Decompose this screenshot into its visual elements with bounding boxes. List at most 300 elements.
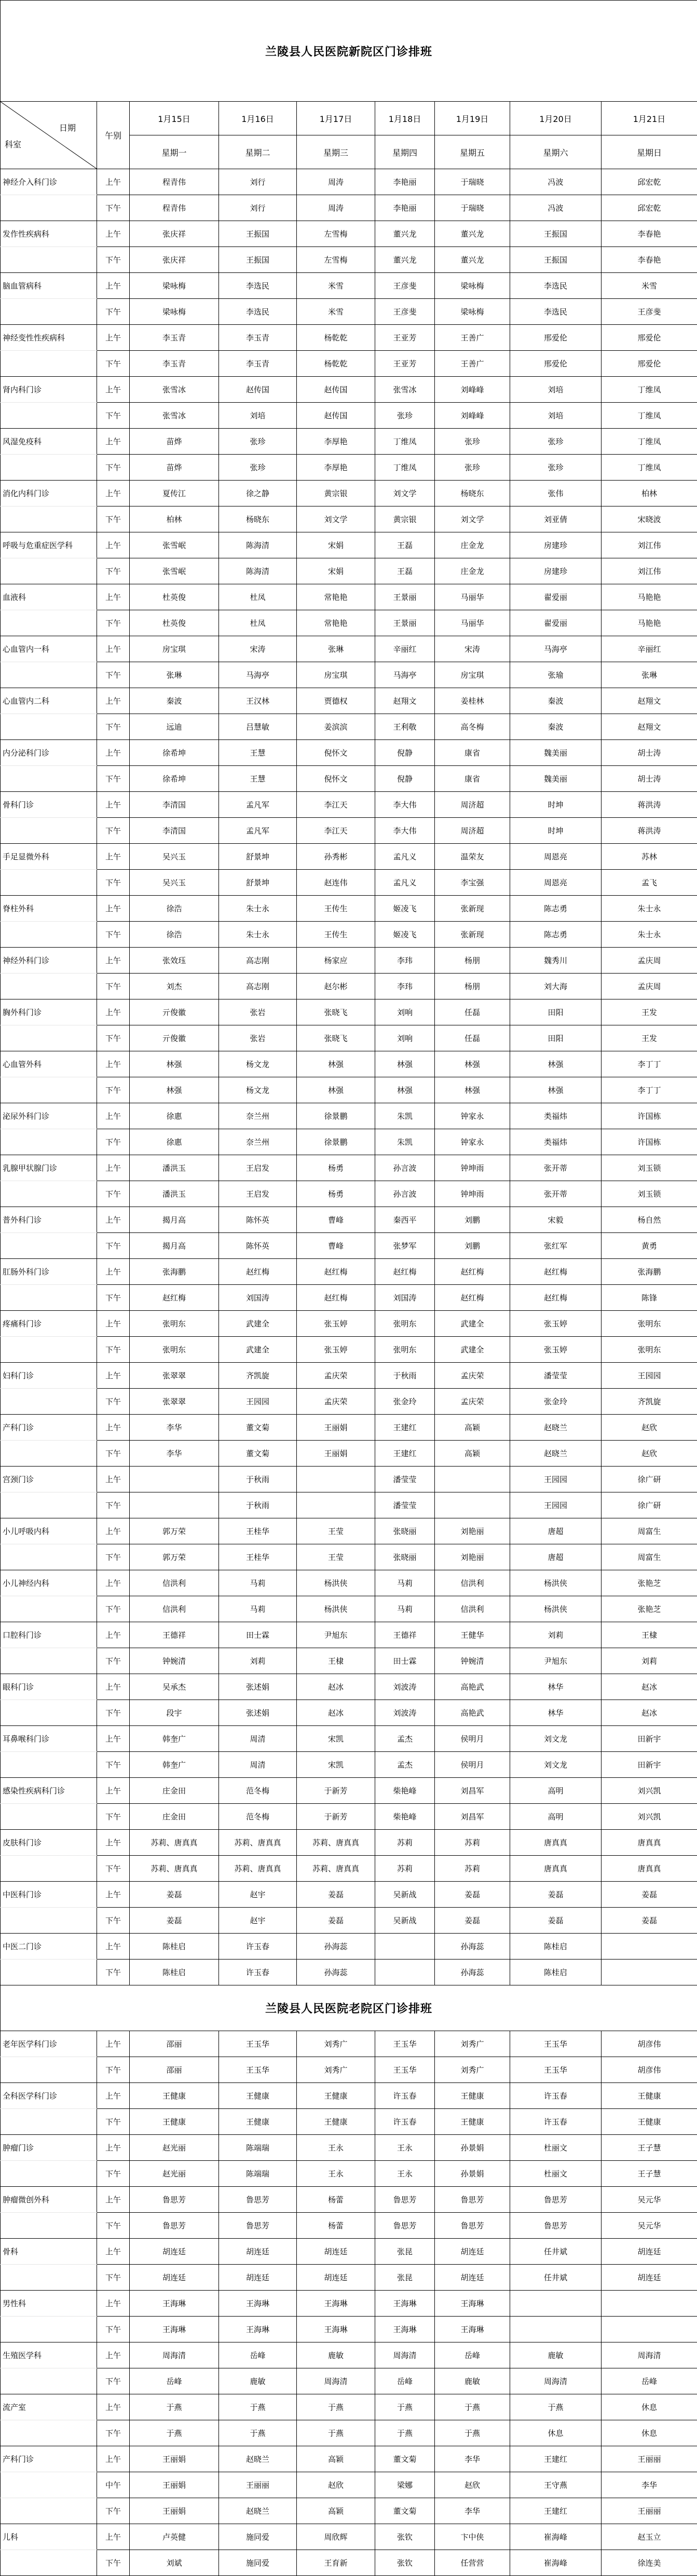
doctor-cell[interactable]: 刘文龙	[510, 1726, 602, 1752]
doctor-cell[interactable]: 范冬梅	[219, 1778, 297, 1804]
doctor-cell[interactable]: 王园园	[510, 1492, 602, 1518]
doctor-cell[interactable]: 吴兴玉	[130, 844, 219, 870]
doctor-cell[interactable]: 康省	[435, 740, 510, 766]
doctor-cell[interactable]: 常艳艳	[297, 584, 375, 610]
doctor-cell[interactable]: 陈桂启	[130, 1960, 219, 1985]
doctor-cell[interactable]: 马莉	[219, 1570, 297, 1596]
doctor-cell[interactable]: 姜磊	[130, 1908, 219, 1934]
doctor-cell[interactable]: 苏莉、唐真真	[130, 1830, 219, 1856]
doctor-cell[interactable]: 李丁丁	[602, 1077, 697, 1103]
doctor-cell[interactable]: 王玉华	[375, 2057, 435, 2083]
doctor-cell[interactable]: 鲁思芳	[219, 2187, 297, 2213]
doctor-cell[interactable]: 周富生	[602, 1544, 697, 1570]
doctor-cell[interactable]: 休息	[510, 2420, 602, 2446]
doctor-cell[interactable]: 王园园	[219, 1389, 297, 1415]
doctor-cell[interactable]: 刘响	[375, 999, 435, 1025]
doctor-cell[interactable]: 周涛	[297, 169, 375, 195]
doctor-cell[interactable]: 齐凯旋	[602, 1389, 697, 1415]
doctor-cell[interactable]: 徐浩	[130, 896, 219, 922]
doctor-cell[interactable]: 王海琳	[219, 2317, 297, 2342]
doctor-cell[interactable]: 张明东	[130, 1311, 219, 1337]
doctor-cell[interactable]: 张伟	[510, 481, 602, 506]
doctor-cell[interactable]: 贾德权	[297, 688, 375, 714]
doctor-cell[interactable]: 赵冰	[602, 1700, 697, 1726]
doctor-cell[interactable]: 周欣辉	[297, 2524, 375, 2550]
doctor-cell[interactable]: 张翠翠	[130, 1389, 219, 1415]
doctor-cell[interactable]: 杨勇	[297, 1155, 375, 1181]
doctor-cell[interactable]: 高志刚	[219, 974, 297, 999]
doctor-cell[interactable]: 刘玉锁	[602, 1181, 697, 1207]
doctor-cell[interactable]: 赵红梅	[219, 1259, 297, 1285]
doctor-cell[interactable]: 张述娟	[219, 1700, 297, 1726]
doctor-cell[interactable]: 赵翔文	[602, 714, 697, 740]
doctor-cell[interactable]: 吴新战	[375, 1882, 435, 1908]
doctor-cell[interactable]: 张瑜	[510, 662, 602, 688]
doctor-cell[interactable]: 左雪梅	[297, 247, 375, 273]
doctor-cell[interactable]: 王发	[602, 1025, 697, 1051]
doctor-cell[interactable]: 张玉婷	[297, 1337, 375, 1363]
doctor-cell[interactable]: 姬凌飞	[375, 922, 435, 948]
doctor-cell[interactable]: 刘莉	[510, 1622, 602, 1648]
doctor-cell[interactable]: 孙秀彬	[297, 844, 375, 870]
doctor-cell[interactable]: 杜丽文	[510, 2135, 602, 2161]
doctor-cell[interactable]: 朱士永	[219, 896, 297, 922]
doctor-cell[interactable]: 王建红	[375, 1441, 435, 1467]
doctor-cell[interactable]: 胡连廷	[435, 2265, 510, 2291]
doctor-cell[interactable]: 王健康	[130, 2083, 219, 2109]
doctor-cell[interactable]: 王彦斐	[375, 273, 435, 299]
doctor-cell[interactable]: 李华	[435, 2498, 510, 2524]
doctor-cell[interactable]: 王启发	[219, 1155, 297, 1181]
doctor-cell[interactable]: 王振国	[510, 221, 602, 247]
doctor-cell[interactable]: 杨文龙	[219, 1077, 297, 1103]
doctor-cell[interactable]: 张明东	[375, 1311, 435, 1337]
doctor-cell[interactable]: 朱士永	[219, 922, 297, 948]
doctor-cell[interactable]: 鹿敏	[297, 2342, 375, 2368]
doctor-cell[interactable]: 刘秀广	[297, 2057, 375, 2083]
doctor-cell[interactable]: 董文菊	[219, 1415, 297, 1441]
doctor-cell[interactable]: 李玉青	[130, 325, 219, 351]
doctor-cell[interactable]: 柴艳峰	[375, 1804, 435, 1830]
doctor-cell[interactable]: 王棣	[602, 1622, 697, 1648]
doctor-cell[interactable]: 陈志勇	[510, 896, 602, 922]
doctor-cell[interactable]: 王彦斐	[602, 299, 697, 325]
doctor-cell[interactable]: 王健华	[435, 1622, 510, 1648]
doctor-cell[interactable]: 苏莉	[375, 1830, 435, 1856]
doctor-cell[interactable]: 冯波	[510, 195, 602, 221]
doctor-cell[interactable]: 侯明月	[435, 1726, 510, 1752]
doctor-cell[interactable]: 岳峰	[602, 2368, 697, 2394]
doctor-cell[interactable]: 杨文龙	[219, 1051, 297, 1077]
doctor-cell[interactable]: 张岩	[219, 1025, 297, 1051]
doctor-cell[interactable]: 杨朋	[435, 948, 510, 974]
doctor-cell[interactable]: 赵红梅	[375, 1259, 435, 1285]
doctor-cell[interactable]: 秦波	[130, 688, 219, 714]
doctor-cell[interactable]: 杨晓东	[219, 506, 297, 532]
doctor-cell[interactable]: 柏林	[602, 481, 697, 506]
doctor-cell[interactable]: 黄勇	[602, 1233, 697, 1259]
doctor-cell[interactable]: 王永	[375, 2135, 435, 2161]
doctor-cell[interactable]: 武建全	[219, 1337, 297, 1363]
doctor-cell[interactable]: 王丽娟	[130, 2472, 219, 2498]
doctor-cell[interactable]: 唐超	[510, 1544, 602, 1570]
doctor-cell[interactable]: 魏美丽	[510, 766, 602, 792]
doctor-cell[interactable]: 张红军	[510, 1233, 602, 1259]
doctor-cell[interactable]: 胡连廷	[219, 2265, 297, 2291]
doctor-cell[interactable]: 魏美丽	[510, 740, 602, 766]
doctor-cell[interactable]: 许国栋	[602, 1103, 697, 1129]
doctor-cell[interactable]: 杨洪侠	[297, 1596, 375, 1622]
doctor-cell[interactable]: 房宝琪	[130, 636, 219, 662]
doctor-cell[interactable]	[375, 1960, 435, 1985]
doctor-cell[interactable]: 张琳	[130, 662, 219, 688]
doctor-cell[interactable]	[602, 1934, 697, 1960]
doctor-cell[interactable]: 鲁思芳	[130, 2213, 219, 2239]
doctor-cell[interactable]: 林强	[375, 1077, 435, 1103]
doctor-cell[interactable]: 刘培	[510, 403, 602, 429]
doctor-cell[interactable]: 张玉婷	[510, 1337, 602, 1363]
doctor-cell[interactable]: 于燕	[375, 2394, 435, 2420]
doctor-cell[interactable]: 王永	[297, 2161, 375, 2187]
doctor-cell[interactable]	[297, 1467, 375, 1492]
doctor-cell[interactable]	[435, 1467, 510, 1492]
doctor-cell[interactable]	[510, 2291, 602, 2317]
doctor-cell[interactable]: 胡连廷	[219, 2239, 297, 2265]
doctor-cell[interactable]: 李选民	[510, 273, 602, 299]
doctor-cell[interactable]: 曹峰	[297, 1207, 375, 1233]
doctor-cell[interactable]: 王健康	[297, 2109, 375, 2135]
doctor-cell[interactable]: 杨洪侠	[297, 1570, 375, 1596]
doctor-cell[interactable]: 鲁思芳	[375, 2187, 435, 2213]
doctor-cell[interactable]: 李大伟	[375, 818, 435, 844]
doctor-cell[interactable]: 姜桂林	[435, 688, 510, 714]
doctor-cell[interactable]: 赵连伟	[297, 870, 375, 896]
doctor-cell[interactable]: 宋晓波	[602, 506, 697, 532]
doctor-cell[interactable]: 姜磊	[297, 1882, 375, 1908]
doctor-cell[interactable]: 类福炜	[510, 1103, 602, 1129]
doctor-cell[interactable]: 徐景鹏	[297, 1129, 375, 1155]
doctor-cell[interactable]	[375, 1934, 435, 1960]
doctor-cell[interactable]: 刘昌军	[435, 1778, 510, 1804]
doctor-cell[interactable]: 杨洪侠	[510, 1570, 602, 1596]
doctor-cell[interactable]: 武建全	[435, 1311, 510, 1337]
doctor-cell[interactable]: 高冬梅	[435, 714, 510, 740]
doctor-cell[interactable]: 王海琳	[435, 2291, 510, 2317]
doctor-cell[interactable]: 王彦斐	[375, 299, 435, 325]
doctor-cell[interactable]: 徐之静	[219, 481, 297, 506]
doctor-cell[interactable]: 张金玲	[375, 1389, 435, 1415]
doctor-cell[interactable]: 鲁思芳	[130, 2187, 219, 2213]
doctor-cell[interactable]: 鲁思芳	[375, 2213, 435, 2239]
doctor-cell[interactable]: 李江天	[297, 818, 375, 844]
doctor-cell[interactable]: 许玉春	[219, 1960, 297, 1985]
doctor-cell[interactable]: 刘文龙	[510, 1752, 602, 1778]
doctor-cell[interactable]: 左雪梅	[297, 221, 375, 247]
doctor-cell[interactable]: 周济超	[435, 818, 510, 844]
doctor-cell[interactable]: 于秋雨	[375, 1363, 435, 1389]
doctor-cell[interactable]: 王莹	[297, 1544, 375, 1570]
doctor-cell[interactable]: 张珍	[435, 455, 510, 481]
doctor-cell[interactable]: 张新现	[435, 896, 510, 922]
doctor-cell[interactable]: 王振国	[219, 247, 297, 273]
doctor-cell[interactable]: 林强	[297, 1077, 375, 1103]
doctor-cell[interactable]: 王桂华	[219, 1544, 297, 1570]
doctor-cell[interactable]: 于瑞晓	[435, 169, 510, 195]
doctor-cell[interactable]: 刘兴凯	[602, 1804, 697, 1830]
doctor-cell[interactable]: 赵传国	[297, 377, 375, 403]
doctor-cell[interactable]: 周恩亮	[510, 844, 602, 870]
doctor-cell[interactable]: 胡连廷	[602, 2265, 697, 2291]
doctor-cell[interactable]: 鹿敏	[435, 2368, 510, 2394]
doctor-cell[interactable]: 徐广研	[602, 1467, 697, 1492]
doctor-cell[interactable]: 王建红	[375, 1415, 435, 1441]
doctor-cell[interactable]: 信洪利	[435, 1570, 510, 1596]
doctor-cell[interactable]: 李丁丁	[602, 1051, 697, 1077]
doctor-cell[interactable]: 曹峰	[297, 1233, 375, 1259]
doctor-cell[interactable]: 杨朋	[435, 974, 510, 999]
doctor-cell[interactable]: 胡士涛	[602, 766, 697, 792]
doctor-cell[interactable]: 王丽丽	[602, 2498, 697, 2524]
doctor-cell[interactable]: 赵红梅	[435, 1285, 510, 1311]
doctor-cell[interactable]: 李清国	[130, 792, 219, 818]
doctor-cell[interactable]: 刘培	[219, 403, 297, 429]
doctor-cell[interactable]: 王健康	[435, 2109, 510, 2135]
doctor-cell[interactable]: 于秋雨	[219, 1492, 297, 1518]
doctor-cell[interactable]: 王健康	[219, 2109, 297, 2135]
doctor-cell[interactable]: 王慧	[219, 766, 297, 792]
doctor-cell[interactable]: 杨蕾	[297, 2187, 375, 2213]
doctor-cell[interactable]: 李江天	[297, 792, 375, 818]
doctor-cell[interactable]: 苏莉、唐真真	[130, 1856, 219, 1882]
doctor-cell[interactable]: 高志刚	[219, 948, 297, 974]
doctor-cell[interactable]: 常艳艳	[297, 610, 375, 636]
doctor-cell[interactable]: 柏林	[130, 506, 219, 532]
doctor-cell[interactable]: 张岩	[219, 999, 297, 1025]
doctor-cell[interactable]: 周海清	[602, 2342, 697, 2368]
doctor-cell[interactable]: 王丽娟	[297, 1415, 375, 1441]
doctor-cell[interactable]: 钟家永	[435, 1103, 510, 1129]
doctor-cell[interactable]: 苏莉、唐真真	[297, 1856, 375, 1882]
doctor-cell[interactable]: 周涛	[297, 195, 375, 221]
doctor-cell[interactable]: 岳峰	[130, 2368, 219, 2394]
doctor-cell[interactable]: 林华	[510, 1674, 602, 1700]
doctor-cell[interactable]: 董兴龙	[435, 221, 510, 247]
doctor-cell[interactable]: 蒋洪涛	[602, 818, 697, 844]
doctor-cell[interactable]: 胡连廷	[130, 2265, 219, 2291]
doctor-cell[interactable]: 李春艳	[602, 221, 697, 247]
doctor-cell[interactable]: 刘鹏	[435, 1207, 510, 1233]
doctor-cell[interactable]: 刘玉锁	[602, 1155, 697, 1181]
doctor-cell[interactable]: 柴艳峰	[375, 1778, 435, 1804]
doctor-cell[interactable]: 林强	[130, 1051, 219, 1077]
doctor-cell[interactable]: 李春艳	[602, 247, 697, 273]
doctor-cell[interactable]: 张明东	[375, 1337, 435, 1363]
doctor-cell[interactable]: 杨蕾	[297, 2213, 375, 2239]
doctor-cell[interactable]: 马海亭	[375, 662, 435, 688]
doctor-cell[interactable]: 徐浩	[130, 922, 219, 948]
doctor-cell[interactable]: 苗烨	[130, 455, 219, 481]
doctor-cell[interactable]: 杨自然	[602, 1207, 697, 1233]
doctor-cell[interactable]: 马丽华	[435, 584, 510, 610]
doctor-cell[interactable]: 张金玲	[510, 1389, 602, 1415]
doctor-cell[interactable]: 董文菊	[375, 2446, 435, 2472]
doctor-cell[interactable]: 胡彦伟	[602, 2031, 697, 2057]
doctor-cell[interactable]: 鲁思芳	[435, 2187, 510, 2213]
doctor-cell[interactable]: 类福炜	[510, 1129, 602, 1155]
doctor-cell[interactable]: 刘响	[375, 1025, 435, 1051]
doctor-cell[interactable]: 孙言波	[375, 1155, 435, 1181]
doctor-cell[interactable]: 房建珍	[510, 532, 602, 558]
doctor-cell[interactable]: 秦波	[510, 714, 602, 740]
doctor-cell[interactable]: 邱宏乾	[602, 195, 697, 221]
doctor-cell[interactable]: 王海琳	[297, 2291, 375, 2317]
doctor-cell[interactable]: 奈兰州	[219, 1103, 297, 1129]
doctor-cell[interactable]: 赵晓兰	[510, 1415, 602, 1441]
doctor-cell[interactable]: 陈桂启	[510, 1934, 602, 1960]
doctor-cell[interactable]: 赵冰	[297, 1674, 375, 1700]
doctor-cell[interactable]: 陈锋	[602, 1285, 697, 1311]
doctor-cell[interactable]: 吴承杰	[130, 1674, 219, 1700]
doctor-cell[interactable]: 姜磊	[130, 1882, 219, 1908]
doctor-cell[interactable]: 丁维凤	[375, 455, 435, 481]
doctor-cell[interactable]: 苏莉	[435, 1830, 510, 1856]
doctor-cell[interactable]: 潘莹莹	[375, 1467, 435, 1492]
doctor-cell[interactable]: 赵晓兰	[219, 2446, 297, 2472]
doctor-cell[interactable]: 刘峰峰	[435, 377, 510, 403]
doctor-cell[interactable]: 苏莉	[375, 1856, 435, 1882]
doctor-cell[interactable]: 岳峰	[219, 2342, 297, 2368]
doctor-cell[interactable]: 王玉华	[510, 2031, 602, 2057]
doctor-cell[interactable]: 刘斌	[130, 2550, 219, 2576]
doctor-cell[interactable]: 孙海蕊	[435, 1934, 510, 1960]
doctor-cell[interactable]: 王健康	[435, 2083, 510, 2109]
doctor-cell[interactable]: 高明	[510, 1778, 602, 1804]
doctor-cell[interactable]	[130, 1492, 219, 1518]
doctor-cell[interactable]: 姜磊	[435, 1882, 510, 1908]
doctor-cell[interactable]: 赵冰	[602, 1674, 697, 1700]
doctor-cell[interactable]: 王善广	[435, 351, 510, 377]
doctor-cell[interactable]: 赵光丽	[130, 2161, 219, 2187]
doctor-cell[interactable]: 董兴龙	[375, 247, 435, 273]
doctor-cell[interactable]: 于燕	[130, 2420, 219, 2446]
doctor-cell[interactable]: 胡彦伟	[602, 2057, 697, 2083]
doctor-cell[interactable]: 张雪冰	[130, 377, 219, 403]
doctor-cell[interactable]: 鲁思芳	[510, 2213, 602, 2239]
doctor-cell[interactable]: 孟庆荣	[297, 1389, 375, 1415]
doctor-cell[interactable]: 刘昌军	[435, 1804, 510, 1830]
doctor-cell[interactable]: 武建全	[219, 1311, 297, 1337]
doctor-cell[interactable]: 钟坤雨	[435, 1181, 510, 1207]
doctor-cell[interactable]: 马艳艳	[602, 610, 697, 636]
doctor-cell[interactable]: 姜磊	[510, 1908, 602, 1934]
doctor-cell[interactable]: 吴元华	[602, 2213, 697, 2239]
doctor-cell[interactable]: 王慧	[219, 740, 297, 766]
doctor-cell[interactable]: 张明东	[130, 1337, 219, 1363]
doctor-cell[interactable]: 刘艳丽	[435, 1518, 510, 1544]
doctor-cell[interactable]: 王健康	[297, 2083, 375, 2109]
doctor-cell[interactable]: 王传生	[297, 896, 375, 922]
doctor-cell[interactable]: 王海琳	[375, 2317, 435, 2342]
doctor-cell[interactable]: 丁维凤	[602, 455, 697, 481]
doctor-cell[interactable]: 王丽娟	[130, 2446, 219, 2472]
doctor-cell[interactable]: 亓俊徽	[130, 1025, 219, 1051]
doctor-cell[interactable]: 李厚艳	[297, 429, 375, 455]
doctor-cell[interactable]: 孟庆周	[602, 974, 697, 999]
doctor-cell[interactable]	[435, 1492, 510, 1518]
doctor-cell[interactable]: 高艳武	[435, 1700, 510, 1726]
doctor-cell[interactable]: 胡士涛	[602, 740, 697, 766]
doctor-cell[interactable]: 苏莉、唐真真	[219, 1830, 297, 1856]
doctor-cell[interactable]: 王磊	[375, 558, 435, 584]
doctor-cell[interactable]: 王传生	[297, 922, 375, 948]
doctor-cell[interactable]: 刘培	[510, 377, 602, 403]
doctor-cell[interactable]: 赵翔文	[602, 688, 697, 714]
doctor-cell[interactable]: 张珍	[510, 429, 602, 455]
doctor-cell[interactable]: 张钦	[375, 2524, 435, 2550]
doctor-cell[interactable]: 宋涛	[219, 636, 297, 662]
doctor-cell[interactable]: 林华	[510, 1700, 602, 1726]
doctor-cell[interactable]: 张明东	[602, 1337, 697, 1363]
doctor-cell[interactable]: 翟爱丽	[510, 584, 602, 610]
doctor-cell[interactable]: 李选民	[219, 299, 297, 325]
doctor-cell[interactable]: 刘波涛	[375, 1674, 435, 1700]
doctor-cell[interactable]: 鲁思芳	[219, 2213, 297, 2239]
doctor-cell[interactable]	[602, 1960, 697, 1985]
doctor-cell[interactable]: 秦西平	[375, 1207, 435, 1233]
doctor-cell[interactable]: 郭万荣	[130, 1518, 219, 1544]
doctor-cell[interactable]	[130, 1467, 219, 1492]
doctor-cell[interactable]: 陈桂启	[130, 1934, 219, 1960]
doctor-cell[interactable]: 林强	[435, 1051, 510, 1077]
doctor-cell[interactable]: 王海琳	[130, 2291, 219, 2317]
doctor-cell[interactable]: 姜磊	[435, 1908, 510, 1934]
doctor-cell[interactable]: 张雪冰	[375, 377, 435, 403]
doctor-cell[interactable]: 钟婉清	[435, 1648, 510, 1674]
doctor-cell[interactable]: 马莉	[375, 1570, 435, 1596]
doctor-cell[interactable]: 施同爱	[219, 2524, 297, 2550]
doctor-cell[interactable]: 赵晓兰	[510, 1441, 602, 1467]
doctor-cell[interactable]: 李艳丽	[375, 169, 435, 195]
doctor-cell[interactable]: 王子慧	[602, 2161, 697, 2187]
doctor-cell[interactable]: 王永	[375, 2161, 435, 2187]
doctor-cell[interactable]: 许玉春	[510, 2083, 602, 2109]
doctor-cell[interactable]: 李玮	[375, 974, 435, 999]
doctor-cell[interactable]: 董文菊	[219, 1441, 297, 1467]
doctor-cell[interactable]: 揭月高	[130, 1233, 219, 1259]
doctor-cell[interactable]: 刘江伟	[602, 532, 697, 558]
doctor-cell[interactable]	[510, 2317, 602, 2342]
doctor-cell[interactable]: 赵翔文	[375, 688, 435, 714]
doctor-cell[interactable]: 高明	[510, 1804, 602, 1830]
doctor-cell[interactable]: 许玉春	[510, 2109, 602, 2135]
doctor-cell[interactable]: 王丽丽	[219, 2472, 297, 2498]
doctor-cell[interactable]: 赵红梅	[297, 1259, 375, 1285]
doctor-cell[interactable]: 赵欣	[602, 1441, 697, 1467]
doctor-cell[interactable]: 周清	[219, 1752, 297, 1778]
doctor-cell[interactable]: 王建红	[510, 2446, 602, 2472]
doctor-cell[interactable]: 许玉春	[219, 1934, 297, 1960]
doctor-cell[interactable]: 姜磊	[602, 1908, 697, 1934]
doctor-cell[interactable]: 胡连廷	[602, 2239, 697, 2265]
doctor-cell[interactable]: 潘洪玉	[130, 1155, 219, 1181]
doctor-cell[interactable]: 赵宇	[219, 1882, 297, 1908]
doctor-cell[interactable]: 赵红梅	[435, 1259, 510, 1285]
doctor-cell[interactable]: 张艳芝	[602, 1570, 697, 1596]
doctor-cell[interactable]: 王海琳	[130, 2317, 219, 2342]
doctor-cell[interactable]: 唐真真	[510, 1830, 602, 1856]
doctor-cell[interactable]: 高艳武	[435, 1674, 510, 1700]
doctor-cell[interactable]: 徐景鹏	[297, 1103, 375, 1129]
